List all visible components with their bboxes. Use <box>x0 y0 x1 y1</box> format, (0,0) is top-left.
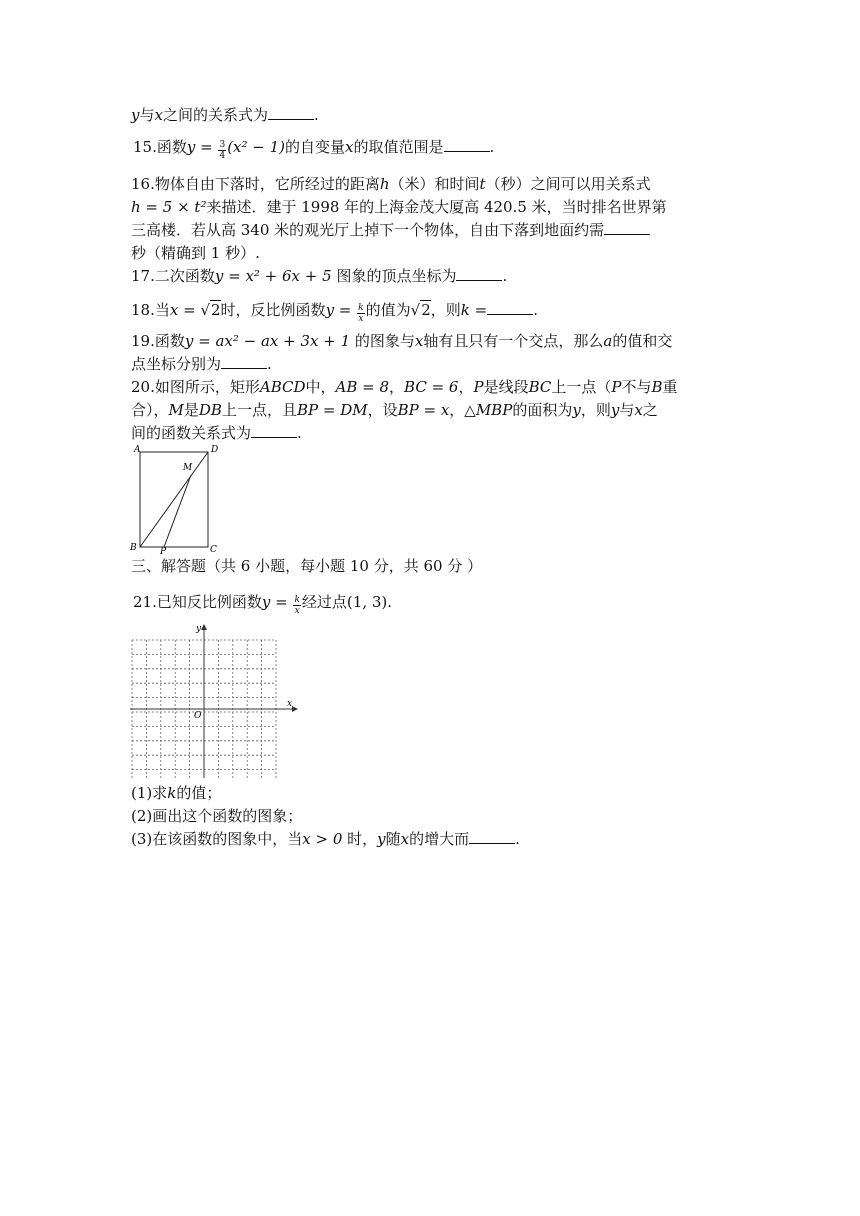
text: 之 <box>642 401 658 419</box>
text: 来描述．建于 1998 年的上海金茂大厦高 420.5 米，当时排名世界第 <box>206 198 667 216</box>
text: 的自变量 <box>285 138 346 156</box>
math-a: a <box>603 332 613 350</box>
label-p: P <box>160 547 167 554</box>
math-t: t <box>479 175 486 193</box>
answer-blank[interactable] <box>444 137 490 152</box>
section-3-heading <box>131 555 482 577</box>
text: 合）， <box>131 401 169 419</box>
answer-blank[interactable] <box>268 105 314 120</box>
text: 轴有且只有一个交点，那么 <box>423 332 604 350</box>
text: 经过点(1, 3). <box>301 593 393 611</box>
text: (3)在该函数的图象中，当 <box>131 830 303 848</box>
question-16-line-1 <box>131 173 651 195</box>
y-axis-arrow <box>201 624 207 630</box>
part-2 <box>131 805 302 827</box>
math: (x² − 1) <box>227 138 286 156</box>
rectangle-figure <box>128 442 223 554</box>
answer-blank[interactable] <box>221 354 267 369</box>
math-x: x <box>400 830 410 848</box>
text: (2)画出这个函数的图象； <box>131 807 303 825</box>
math: y = <box>325 301 352 319</box>
text: 与 <box>619 401 635 419</box>
math-h: h <box>379 175 390 193</box>
text: 不与 <box>621 378 652 396</box>
math: y = <box>186 138 213 156</box>
text: . <box>515 830 520 848</box>
text: 是 <box>183 401 199 419</box>
math-y: y <box>131 106 140 124</box>
text: ， <box>458 378 474 396</box>
text: 是线段 <box>483 378 529 396</box>
numerator: k <box>294 595 300 605</box>
answer-blank[interactable] <box>604 220 650 235</box>
math-y: y <box>572 401 581 419</box>
segment-pm <box>164 475 191 547</box>
text: 点坐标分别为 <box>131 355 222 373</box>
text: . <box>267 355 272 373</box>
sqrt: 2 <box>421 301 431 319</box>
question-16-line-4 <box>131 242 260 264</box>
math: MBP <box>475 401 513 419</box>
math-x: x <box>154 106 163 124</box>
label-origin: O <box>194 711 202 721</box>
text: 的增大而 <box>409 830 470 848</box>
math: y = ax² − ax + 3x + 1 <box>184 332 351 350</box>
text: ，则 <box>430 301 461 319</box>
math: y = x² + 6x + 5 <box>214 267 332 285</box>
text: ，△ <box>449 401 476 419</box>
x-axis-arrow <box>292 706 298 712</box>
label-x: x <box>287 699 293 709</box>
label-m: M <box>183 463 193 473</box>
answer-blank[interactable] <box>456 266 502 281</box>
question-16-line-2 <box>131 196 667 218</box>
label-a: A <box>134 445 141 455</box>
question-18: 18.当x = √2时，反比例函数y = $\frac{k}{x}$ 的值为√2，则k = . <box>131 301 538 324</box>
sqrt: 2 <box>211 301 221 319</box>
text: 秒（精确到 1 秒）. <box>131 244 260 262</box>
math: BP = DM <box>296 401 368 419</box>
text: 15.函数 <box>133 138 187 156</box>
text: 之间的关系式为 <box>162 106 268 124</box>
math: BC <box>528 378 552 396</box>
text: . <box>297 424 302 442</box>
answer-blank[interactable] <box>487 300 533 315</box>
label-b: B <box>130 543 137 553</box>
math: P <box>473 378 484 396</box>
math: y = <box>261 593 288 611</box>
text: （秒）之间可以用关系式 <box>485 175 651 193</box>
line-0 <box>131 104 319 126</box>
math-y: y <box>610 401 620 419</box>
text: . <box>533 301 538 319</box>
text: 上一点（ <box>551 378 612 396</box>
text: 间的函数关系式为 <box>131 424 252 442</box>
question-21 <box>133 591 392 616</box>
text: . <box>502 267 508 285</box>
question-19-line-2 <box>131 353 272 375</box>
math-x: x <box>345 138 354 156</box>
text: 与 <box>139 106 155 124</box>
question-20-line-1 <box>131 376 678 398</box>
math: BC = 6 <box>404 378 459 396</box>
fraction <box>357 303 364 324</box>
math: P <box>611 378 622 396</box>
text: ，则 <box>580 401 611 419</box>
text: 的图象与 <box>354 332 415 350</box>
text: 重 <box>662 378 678 396</box>
math-y: y <box>377 830 386 848</box>
text: ， <box>389 378 405 396</box>
text: （米）和时间 <box>389 175 480 193</box>
text: ，设 <box>367 401 398 419</box>
label-c: C <box>210 545 217 554</box>
math-k: k <box>167 784 177 802</box>
text: 17.二次函数 <box>131 267 215 285</box>
numerator: k <box>358 303 364 313</box>
math: BP = x <box>397 401 450 419</box>
text: 时，反比例函数 <box>220 301 326 319</box>
text: 中， <box>305 378 336 396</box>
part-3 <box>131 828 520 850</box>
math: k = <box>460 301 488 319</box>
text: 上一点，且 <box>221 401 297 419</box>
denominator: x <box>294 606 300 616</box>
text: 20.如图所示，矩形 <box>131 378 260 396</box>
answer-blank[interactable] <box>251 423 297 438</box>
fraction <box>293 595 300 616</box>
question-19-line-1 <box>131 330 672 352</box>
text: 三高楼．若从高 340 米的观光厅上掉下一个物体，自由下落到地面约需 <box>131 221 605 239</box>
label-d: D <box>211 445 219 455</box>
diagonal-bd <box>140 452 208 547</box>
math: M <box>168 401 184 419</box>
question-16-line-3 <box>131 219 650 241</box>
text: 18.当 <box>131 301 170 319</box>
text: 时， <box>347 830 378 848</box>
math: h = 5 × t² <box>131 198 207 216</box>
question-20-line-2 <box>131 399 658 421</box>
text: 的值和交 <box>612 332 673 350</box>
text: 的值； <box>176 784 222 802</box>
text: 21.已知反比例函数 <box>133 593 262 611</box>
text: 19.函数 <box>131 332 185 350</box>
math: DB <box>198 401 222 419</box>
text: 三、解答题（共 6 小题，每小题 10 分，共 60 分 ） <box>131 557 483 575</box>
math-x: x <box>634 401 643 419</box>
question-17 <box>131 265 507 287</box>
label-y: y <box>196 624 202 634</box>
text: 随 <box>385 830 401 848</box>
math: ABCD <box>259 378 306 396</box>
question-20-line-3 <box>131 422 302 444</box>
denominator: x <box>358 314 364 324</box>
math-x: x <box>414 332 424 350</box>
math: x > 0 <box>302 830 343 848</box>
text: . <box>313 106 319 124</box>
math: B <box>651 378 663 396</box>
math: x = <box>169 301 201 319</box>
numerator: 3 <box>219 140 226 150</box>
fraction <box>218 140 226 161</box>
denominator: 4 <box>219 151 226 161</box>
answer-blank[interactable] <box>469 829 515 844</box>
coordinate-grid <box>126 622 298 780</box>
text: 16.物体自由下落时，它所经过的距离 <box>131 175 380 193</box>
text: 的值为 <box>365 301 411 319</box>
question-15 <box>133 136 494 161</box>
part-1 <box>131 782 221 804</box>
text: 的面积为 <box>512 401 573 419</box>
text: (1)求 <box>131 784 168 802</box>
text: 的取值范围是 <box>353 138 444 156</box>
text: 图象的顶点坐标为 <box>336 267 457 285</box>
math: AB = 8 <box>335 378 390 396</box>
text: . <box>489 138 495 156</box>
